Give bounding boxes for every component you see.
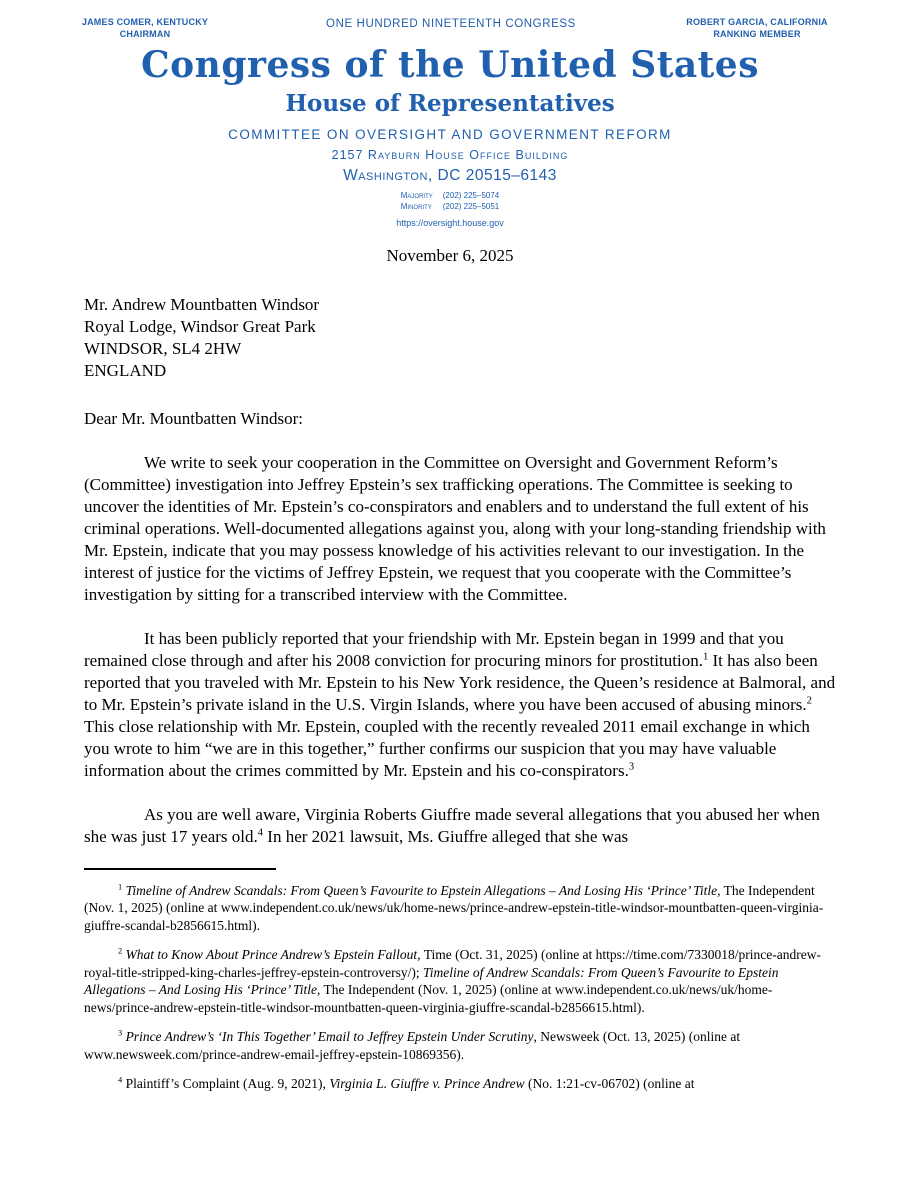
committee-name: COMMITTEE ON OVERSIGHT AND GOVERNMENT REFORM: [228, 127, 672, 143]
footnote-4-case-name: Virginia L. Giuffre v. Prince Andrew: [329, 1076, 525, 1092]
salutation: Dear Mr. Mountbatten Windsor:: [84, 408, 304, 428]
footnote-ref-4: 4: [257, 826, 264, 838]
letter-date: November 6, 2025: [386, 245, 514, 265]
paragraph-1: [84, 452, 838, 606]
chairman-title: CHAIRMAN: [119, 29, 171, 40]
ranking-member-name: ROBERT GARCIA, CALIFORNIA: [686, 17, 828, 27]
committee-website: https://oversight.house.gov: [396, 217, 504, 228]
footnote-2-citation-b: , The Independent (Nov. 1, 2025) (online at www.independent.co.uk/news/uk/home-news/prince-andrew-epstein-title-windsor-mountbatten-queen-virginia-giuffre-scandal-b2856615.html).: [84, 982, 773, 1015]
footnote-2-citation: , Time (Oct. 31, 2025) (online at https://time.com/7330018/prince-andrew-royal-title-stripped-king-charles-jeffrey-epstein-controversy/);: [84, 947, 821, 980]
footnote-4-citation: Plaintiff’s Complaint (Aug. 9, 2021),: [125, 1076, 330, 1092]
paragraph-2-segment: It has also been reported that you traveled with Mr. Epstein to his New York residence, the Queen’s residence at Balmoral, and to Mr. Epstein’s private island in the U.S. Virgin Islands, where you have been accused of abusing minors.: [84, 650, 836, 714]
letter-content: [84, 294, 838, 1093]
footnote-1-title: Timeline of Andrew Scandals: From Queen’s Favourite to Epstein Allegations – And Losing His ‘Prince’ Title: [125, 882, 718, 898]
footnote-4: [84, 1075, 838, 1093]
paragraph-2-segment: This close relationship with Mr. Epstein, coupled with the recently revealed 2011 email exchange in which you wrote to him “we are in this together,” further confirms our suspicion that you may have valuable information about the crimes committed by Mr. Epstein and his co-conspirators.: [84, 716, 810, 780]
paragraph-1-text: We write to seek your cooperation in the Committee on Oversight and Government Reform’s (Committee) investigation into Jeffrey Epstein’s sex trafficking operations. The Committee is seeking to uncover the identities of Mr. Epstein’s co-conspirators and enablers and to understand the full extent of his criminal operations. Well-documented allegations against you, along with your long-standing friendship with Mr. Epstein, indicate that you may possess knowledge of his activities relevant to our investigation. In the interest of justice for the victims of Jeffrey Epstein, we request that you cooperate with the Committee’s investigation by sitting for a transcribed interview with the Committee.: [84, 452, 826, 604]
footnote-4-citation-b: (No. 1:21-cv-06702) (online at: [524, 1076, 695, 1092]
paragraph-2-segment: It has been publicly reported that your friendship with Mr. Epstein began in 1999 and that you remained close through and after his 2008 conviction for procuring minors for prostitution.: [84, 628, 784, 670]
letterhead-top-row: [0, 12, 900, 40]
footnote-ref-1: 1: [702, 650, 709, 662]
footnote-1: [84, 882, 838, 935]
footnote-separator: [84, 868, 276, 870]
minority-phone-line: [401, 202, 500, 212]
recipient-city: WINDSOR, SL4 2HW: [84, 338, 242, 358]
ranking-member-title: RANKING MEMBER: [713, 29, 801, 40]
footnote-1-number: 1: [118, 882, 123, 892]
footnote-2-number: 2: [118, 946, 123, 956]
letterhead: [0, 0, 900, 228]
recipient-street: Royal Lodge, Windsor Great Park: [84, 316, 316, 336]
chairman-name: JAMES COMER, KENTUCKY: [81, 17, 209, 27]
footnote-ref-2: 2: [806, 694, 812, 706]
recipient-country: ENGLAND: [84, 360, 167, 380]
majority-phone: (202) 225–5074: [442, 191, 500, 201]
phone-block: [401, 191, 500, 212]
majority-label: Majority: [400, 191, 433, 201]
paragraph-3: [84, 804, 838, 848]
footnote-2-title-b: Timeline of Andrew Scandals: From Queen’s Favourite to Epstein Allegations – And Losing His ‘Prince’ Title: [84, 964, 779, 998]
minority-phone: (202) 225–5051: [442, 201, 500, 211]
paragraph-3-segment: In her 2021 lawsuit, Ms. Giuffre alleged that she was: [263, 826, 629, 846]
congress-title: Congress of the United States: [141, 44, 759, 87]
committee-building: 2157 Rayburn House Office Building: [331, 148, 569, 163]
majority-phone-line: [401, 191, 500, 201]
footnote-3-title: Prince Andrew’s ‘In This Together’ Email to Jeffrey Epstein Under Scrutiny: [125, 1029, 534, 1045]
footnote-2-title: What to Know About Prince Andrew’s Epstein Fallout: [125, 947, 418, 963]
footnote-ref-3: 3: [628, 760, 635, 772]
chairman-block: [40, 16, 250, 40]
recipient-address: [84, 294, 838, 382]
footnote-1-citation: , The Independent (Nov. 1, 2025) (online at www.independent.co.uk/news/uk/home-news/prince-andrew-epstein-title-windsor-mountbatten-queen-virginia-giuffre-scandal-b2856615.html).: [84, 882, 824, 933]
house-title: House of Representatives: [285, 89, 615, 117]
ranking-member-block: [652, 16, 862, 40]
footnote-3-number: 3: [118, 1028, 123, 1038]
recipient-name: Mr. Andrew Mountbatten Windsor: [84, 294, 320, 314]
footnote-2: [84, 946, 838, 1016]
paragraph-3-segment: As you are well aware, Virginia Roberts Giuffre made several allegations that you abused her when she was just 17 years old.: [84, 804, 820, 846]
footnote-4-number: 4: [118, 1075, 123, 1085]
footnote-3: [84, 1028, 838, 1063]
paragraph-2: [84, 628, 838, 782]
congress-session: ONE HUNDRED NINETEENTH CONGRESS: [326, 18, 576, 30]
minority-label: Minority: [400, 201, 432, 211]
footnote-3-citation: , Newsweek (Oct. 13, 2025) (online at www.newsweek.com/prince-andrew-email-jeffrey-epstein-10869356).: [84, 1029, 741, 1062]
committee-city: Washington, DC 20515–6143: [343, 167, 557, 185]
